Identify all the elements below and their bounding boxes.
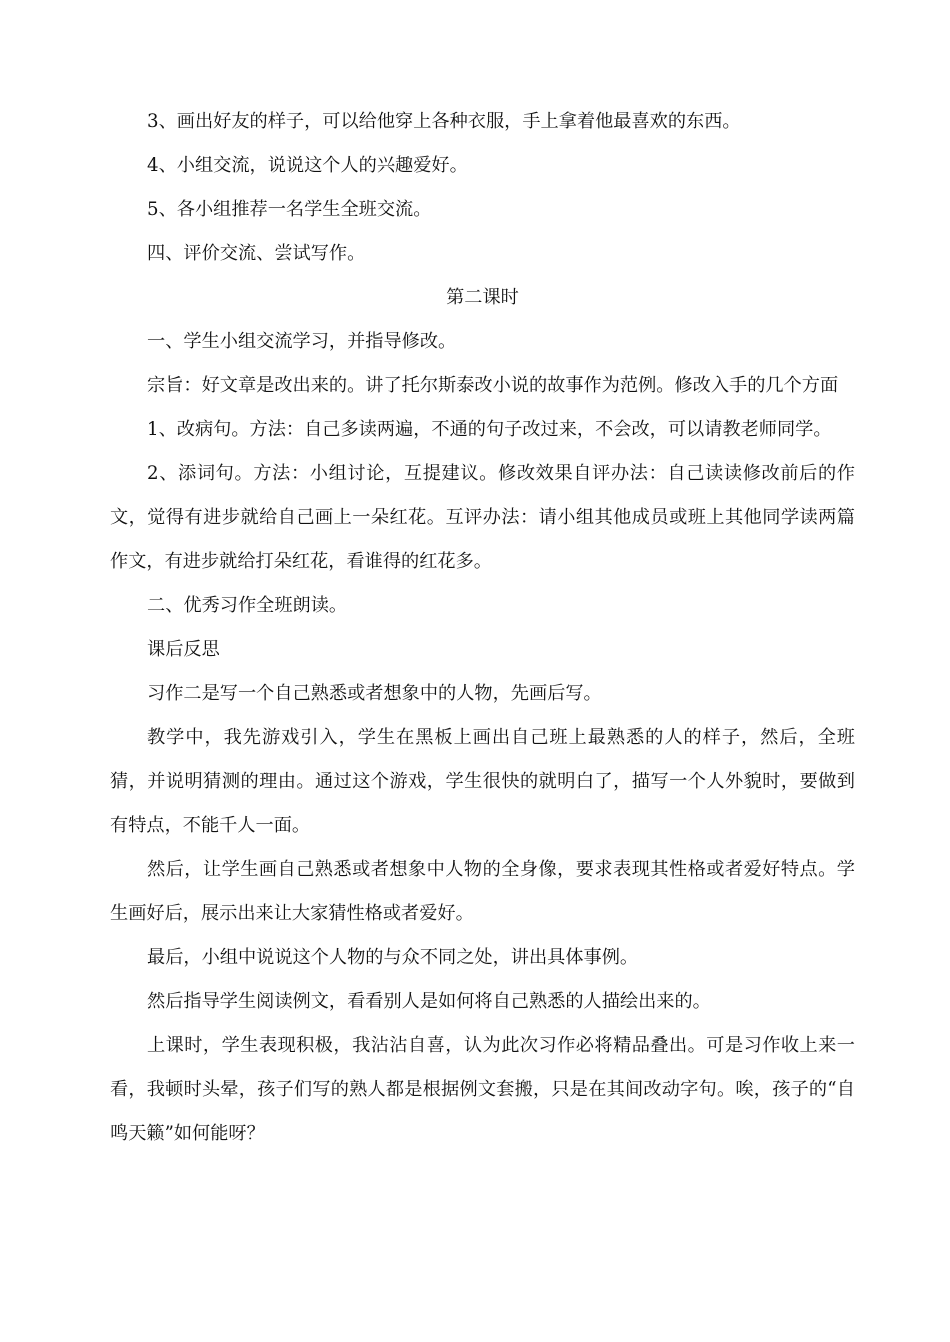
paragraph-step-4: 4、小组交流，说说这个人的兴趣爱好。 [147,155,468,176]
reflection-intro: 习作二是写一个自己熟悉或者想象中的人物，先画后写。 [147,683,602,704]
paragraph-add-words: 2、添词句。方法：小组讨论，互提建议。修改效果自评办法：自己读读修改前后的作文，觉得有进步就给自己画上一朵红花。互评办法：请小组其他成员或班上其他同学读两篇作文，有进步就给打朵红花，看谁得的红花多。 [110,463,855,572]
reflection-drawing: 然后，让学生画自己熟悉或者想象中人物的全身像，要求表现其性格或者爱好特点。学生画好后，展示出来让大家猜性格或者爱好。 [110,859,855,924]
section-heading-evaluate: 四、评价交流、尝试写作。 [147,243,366,264]
section-heading-group-study: 一、学生小组交流学习，并指导修改。 [147,331,457,352]
paragraph-purpose: 宗旨：好文章是改出来的。讲了托尔斯泰改小说的故事作为范例。修改入手的几个方面 [147,375,839,396]
paragraph-step-5: 5、各小组推荐一名学生全班交流。 [147,199,432,220]
reflection-conclusion: 上课时，学生表现积极，我沾沾自喜，认为此次习作必将精品叠出。可是习作收上来一看，我顿时头晕，孩子们写的熟人都是根据例文套搬，只是在其间改动字句。唉，孩子的“自鸣天籁”如何能呀？ [110,1035,855,1144]
reflection-heading: 课后反思 [147,639,220,660]
section-heading-reading: 二、优秀习作全班朗读。 [147,595,348,616]
reflection-example-reading: 然后指导学生阅读例文，看看别人是如何将自己熟悉的人描绘出来的。 [147,991,711,1012]
reflection-group-talk: 最后，小组中说说这个人物的与众不同之处，讲出具体事例。 [147,947,639,968]
lesson-title: 第二课时 [446,287,519,308]
paragraph-fix-sentences: 1、改病句。方法：自己多读两遍，不通的句子改过来，不会改，可以请教老师同学。 [147,419,832,440]
paragraph-step-3: 3、画出好友的样子，可以给他穿上各种衣服，手上拿着他最喜欢的东西。 [147,111,741,132]
reflection-game: 教学中，我先游戏引入，学生在黑板上画出自己班上最熟悉的人的样子，然后，全班猜，并说明猜测的理由。通过这个游戏，学生很快的就明白了，描写一个人外貌时，要做到有特点，不能千人一面。 [110,727,855,836]
document-page [110,100,855,1156]
